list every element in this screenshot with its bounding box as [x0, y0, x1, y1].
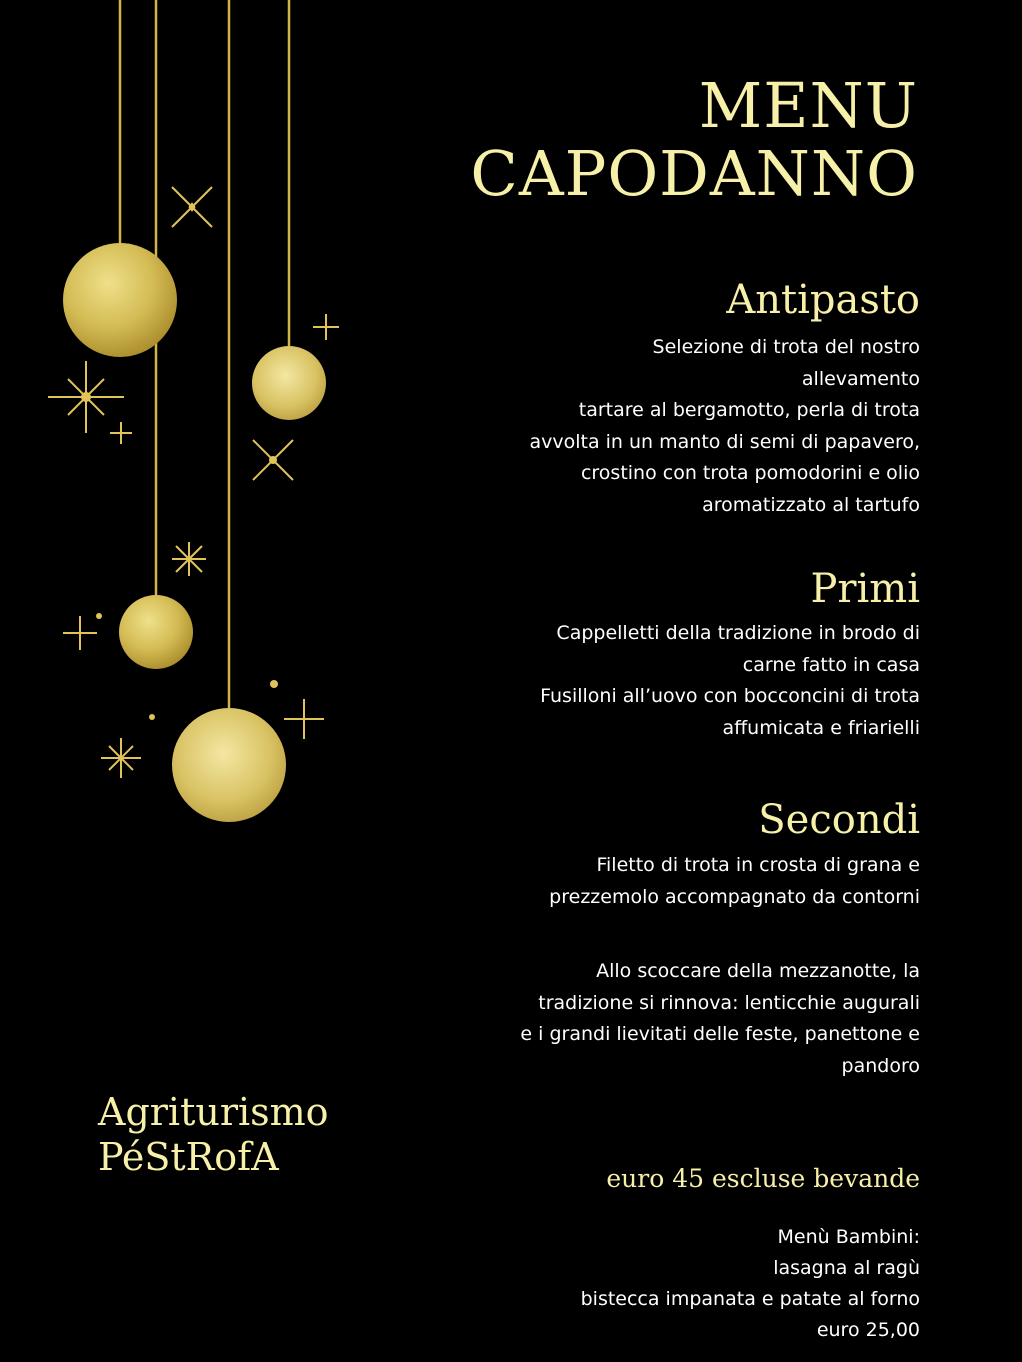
gold-bauble-icon	[172, 708, 286, 822]
kids-menu-line: lasagna al ragù	[773, 1257, 920, 1279]
midnight-line: tradizione si rinnova: lenticchie augurali	[538, 991, 920, 1014]
menu-title-line-2: CAPODANNO	[470, 137, 918, 210]
antipasto-line: allevamento	[801, 367, 920, 390]
sparkle-star-icon	[253, 440, 293, 480]
sparkle-star-icon	[48, 361, 124, 433]
antipasto-line: crostino con trota pomodorini e olio	[580, 462, 920, 484]
sparkle-dot-icon	[270, 680, 278, 688]
antipasto-line: avvolta in un manto di semi di papavero,	[529, 430, 920, 453]
antipasto-line: Selezione di trota del nostro	[652, 336, 920, 358]
sparkle-star-icon	[172, 187, 212, 227]
sparkle-star-icon	[313, 314, 339, 340]
menu-title	[470, 69, 918, 210]
sparkle-star-icon	[63, 616, 97, 650]
brand-line-2: PéStRofA	[98, 1135, 279, 1179]
antipasto-line: tartare al bergamotto, perla di trota	[578, 399, 920, 421]
sparkle-star-icon	[110, 422, 132, 444]
sparkle-star-icon	[172, 542, 206, 576]
brand-line-1: Agriturismo	[98, 1090, 329, 1134]
primi-description	[460, 618, 920, 744]
secondi-line: Filetto di trota in crosta di grana e	[596, 854, 920, 876]
gold-bauble-icon	[252, 346, 326, 420]
secondi-line: prezzemolo accompagnato da contorni	[549, 885, 920, 908]
midnight-line: pandoro	[841, 1054, 920, 1077]
midnight-line: e i grandi lievitati delle feste, panettone e	[520, 1023, 920, 1045]
menu-title-line-1: MENU	[698, 69, 918, 142]
primi-line: Fusilloni all’uovo con bocconcini di trota	[540, 685, 920, 707]
kids-menu-line: Menù Bambini:	[777, 1226, 920, 1248]
primi-line: carne fatto in casa	[742, 653, 920, 676]
primi-line: Cappelletti della tradizione in brodo di	[556, 622, 920, 644]
antipasto-heading: Antipasto	[726, 277, 920, 323]
primi-line: affumicata e friarielli	[722, 716, 920, 739]
secondi-heading: Secondi	[758, 797, 920, 843]
antipasto-description	[460, 332, 920, 521]
gold-bauble-icon	[63, 243, 177, 357]
secondi-description	[460, 850, 920, 913]
sparkle-star-icon	[101, 738, 141, 778]
sparkle-dot-icon	[149, 714, 155, 720]
antipasto-line: aromatizzato al tartufo	[702, 493, 920, 516]
primi-heading: Primi	[810, 566, 920, 612]
kids-menu-line: bistecca impanata e patate al forno	[580, 1288, 920, 1310]
kids-menu	[460, 1222, 920, 1346]
menu-price: euro 45 escluse bevande	[606, 1164, 920, 1193]
gold-bauble-icon	[119, 595, 193, 669]
midnight-note	[460, 956, 920, 1082]
sparkle-star-icon	[284, 699, 324, 739]
brand-name	[98, 1090, 329, 1180]
kids-menu-line: euro 25,00	[816, 1319, 920, 1341]
sparkle-dot-icon	[96, 613, 102, 619]
midnight-line: Allo scoccare della mezzanotte, la	[596, 960, 920, 982]
